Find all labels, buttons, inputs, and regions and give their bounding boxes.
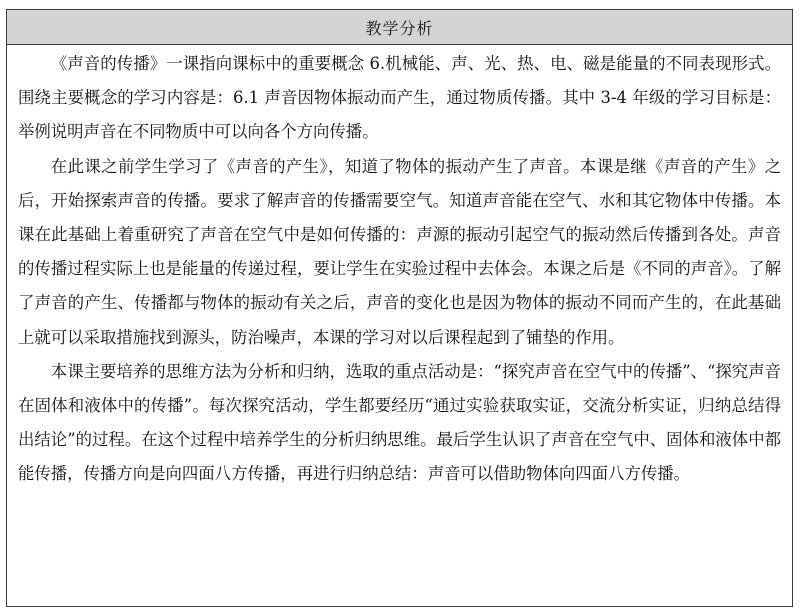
table-body <box>7 45 792 492</box>
paragraph-thinking-methods: 本课主要培养的思维方法为分析和归纳，选取的重点活动是：“探究声音在空气中的传播”、“探究声音在固体和液体中的传播”。每次探究活动，学生都要经历“通过实验获取实证，交流分析实证，归纳总结得出结论”的过程。在这个过程中培养学生的分析归纳思维。最后学生认识了声音在空气中、固体和液体中都能传播，传播方向是向四面八方传播，再进行归纳总结：声音可以借助物体向四面八方传播。 <box>18 361 781 484</box>
paragraph-curriculum-concept: 《声音的传播》一课指向课标中的重要概念 6.机械能、声、光、热、电、磁是能量的不同表现形式。围绕主要概念的学习内容是：6.1 声音因物体振动而产生，通过物质传播。其中 3-4 年级的学习目标是：举例说明声音在不同物质中可以向各个方向传播。 <box>18 54 781 142</box>
teaching-analysis-table <box>6 9 793 607</box>
table-header: 教学分析 <box>7 10 792 45</box>
paragraph-lesson-context: 在此课之前学生学习了《声音的产生》，知道了物体的振动产生了声音。本课是继《声音的产生》之后，开始探索声音的传播。要求了解声音的传播需要空气。知道声音能在空气、水和其它物体中传播。本课在此基础上着重研究了声音在空气中是如何传播的：声源的振动引起空气的振动然后传播到各处。声音的传播过程实际上也是能量的传递过程，要让学生在实验过程中去体会。本课之后是《不同的声音》。了解了声音的产生、传播都与物体的振动有关之后，声音的变化也是因为物体的振动不同而产生的，在此基础上就可以采取措施找到源头，防治噪声，本课的学习对以后课程起到了铺垫的作用。 <box>18 156 781 347</box>
